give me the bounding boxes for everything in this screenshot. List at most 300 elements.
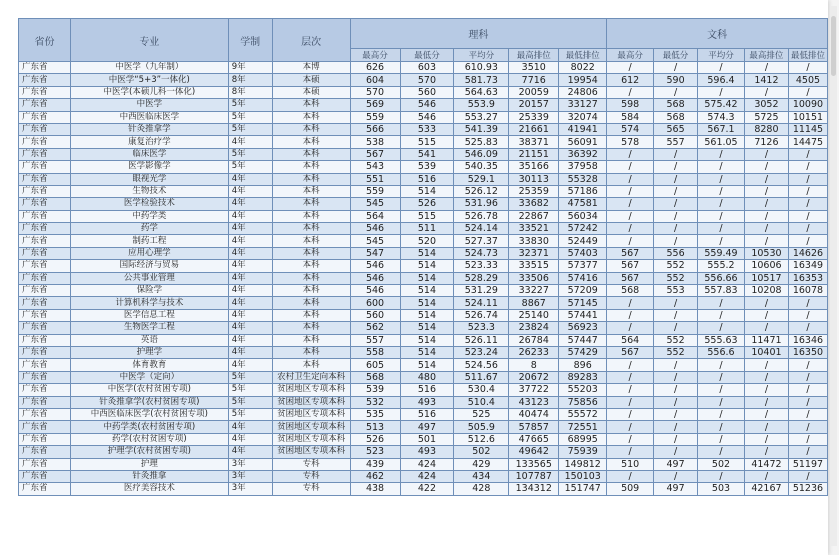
table-cell[interactable]: 605 xyxy=(350,359,400,371)
table-cell[interactable]: 525.83 xyxy=(454,136,509,148)
table-cell[interactable]: 4年 xyxy=(228,334,272,346)
table-cell[interactable]: 中西医临床医学(农村贫困专项) xyxy=(70,408,228,420)
table-cell[interactable]: / xyxy=(744,359,788,371)
table-cell[interactable]: 本硕 xyxy=(272,74,350,86)
table-cell[interactable]: / xyxy=(788,309,827,321)
table-cell[interactable]: 72551 xyxy=(559,421,607,433)
table-cell[interactable]: 514 xyxy=(400,272,454,284)
table-cell[interactable]: 546 xyxy=(350,260,400,272)
table-cell[interactable]: 134312 xyxy=(509,483,559,495)
table-cell[interactable]: 523.33 xyxy=(454,260,509,272)
table-cell[interactable]: 广东省 xyxy=(19,322,71,334)
table-cell[interactable]: / xyxy=(744,470,788,482)
table-cell[interactable]: 557 xyxy=(654,136,698,148)
table-cell[interactable]: / xyxy=(744,408,788,420)
table-cell[interactable]: / xyxy=(788,86,827,98)
table-cell[interactable]: 600 xyxy=(350,297,400,309)
table-cell[interactable]: 计算机科学与技术 xyxy=(70,297,228,309)
table-cell[interactable]: 33506 xyxy=(509,272,559,284)
table-cell[interactable]: / xyxy=(788,396,827,408)
table-cell[interactable]: 4年 xyxy=(228,285,272,297)
table-cell[interactable]: 专科 xyxy=(272,470,350,482)
table-cell[interactable]: / xyxy=(698,446,745,458)
table-cell[interactable]: 514 xyxy=(400,322,454,334)
table-cell[interactable]: 本科 xyxy=(272,185,350,197)
table-cell[interactable]: 20157 xyxy=(509,99,559,111)
table-cell[interactable]: 4年 xyxy=(228,235,272,247)
table-cell[interactable]: 中医学(农村贫困专项) xyxy=(70,384,228,396)
table-cell[interactable]: 546 xyxy=(350,223,400,235)
table-cell[interactable]: 广东省 xyxy=(19,334,71,346)
table-cell[interactable]: 本科 xyxy=(272,210,350,222)
table-cell[interactable]: 37722 xyxy=(509,384,559,396)
table-cell[interactable]: 612 xyxy=(607,74,654,86)
table-cell[interactable]: / xyxy=(698,359,745,371)
table-cell[interactable]: 本科 xyxy=(272,334,350,346)
table-cell[interactable]: / xyxy=(654,408,698,420)
table-cell[interactable]: / xyxy=(788,173,827,185)
table-cell[interactable]: / xyxy=(788,297,827,309)
table-cell[interactable]: 527.37 xyxy=(454,235,509,247)
table-cell[interactable]: / xyxy=(654,396,698,408)
table-cell[interactable]: 本科 xyxy=(272,247,350,259)
table-cell[interactable]: 广东省 xyxy=(19,359,71,371)
table-cell[interactable]: 539 xyxy=(350,384,400,396)
table-cell[interactable]: 广东省 xyxy=(19,309,71,321)
table-cell[interactable]: 贫困地区专项本科 xyxy=(272,446,350,458)
table-cell[interactable]: 广东省 xyxy=(19,123,71,135)
table-cell[interactable]: 16349 xyxy=(788,260,827,272)
table-cell[interactable]: / xyxy=(744,62,788,74)
table-cell[interactable]: 24806 xyxy=(559,86,607,98)
table-cell[interactable]: 贫困地区专项本科 xyxy=(272,433,350,445)
table-cell[interactable]: 524.14 xyxy=(454,223,509,235)
table-cell[interactable]: 497 xyxy=(400,421,454,433)
table-cell[interactable]: 551 xyxy=(350,173,400,185)
table-cell[interactable]: 57447 xyxy=(559,334,607,346)
table-cell[interactable]: 本科 xyxy=(272,223,350,235)
table-cell[interactable]: 503 xyxy=(698,483,745,495)
table-cell[interactable]: 552 xyxy=(654,260,698,272)
table-cell[interactable]: 57186 xyxy=(559,185,607,197)
table-cell[interactable]: 538 xyxy=(350,136,400,148)
table-cell[interactable]: 558 xyxy=(350,346,400,358)
table-cell[interactable]: / xyxy=(744,198,788,210)
table-cell[interactable]: 国际经济与贸易 xyxy=(70,260,228,272)
table-cell[interactable]: 556 xyxy=(654,247,698,259)
table-cell[interactable]: 75856 xyxy=(559,396,607,408)
table-cell[interactable]: 555.2 xyxy=(698,260,745,272)
table-cell[interactable]: 广东省 xyxy=(19,297,71,309)
table-cell[interactable]: 20672 xyxy=(509,371,559,383)
table-cell[interactable]: 539 xyxy=(400,161,454,173)
table-cell[interactable]: 10517 xyxy=(744,272,788,284)
table-cell[interactable]: 626 xyxy=(350,62,400,74)
table-cell[interactable]: 514 xyxy=(400,297,454,309)
table-cell[interactable]: 5年 xyxy=(228,408,272,420)
table-cell[interactable]: 35166 xyxy=(509,161,559,173)
table-cell[interactable]: 543 xyxy=(350,161,400,173)
table-cell[interactable]: 医学信息工程 xyxy=(70,309,228,321)
table-cell[interactable]: 7126 xyxy=(744,136,788,148)
table-cell[interactable]: / xyxy=(744,223,788,235)
table-cell[interactable]: / xyxy=(607,396,654,408)
table-cell[interactable]: 57429 xyxy=(559,346,607,358)
table-cell[interactable]: / xyxy=(607,421,654,433)
table-cell[interactable]: 中西医临床医学 xyxy=(70,111,228,123)
table-cell[interactable]: 567 xyxy=(607,260,654,272)
table-cell[interactable]: 561.05 xyxy=(698,136,745,148)
table-cell[interactable]: 57145 xyxy=(559,297,607,309)
table-cell[interactable]: 8 xyxy=(509,359,559,371)
table-cell[interactable]: 557 xyxy=(350,334,400,346)
table-cell[interactable]: 556.66 xyxy=(698,272,745,284)
table-cell[interactable]: 514 xyxy=(400,247,454,259)
table-cell[interactable]: 本博 xyxy=(272,62,350,74)
table-cell[interactable]: 896 xyxy=(559,359,607,371)
table-cell[interactable]: 429 xyxy=(454,458,509,470)
table-cell[interactable]: / xyxy=(607,384,654,396)
table-cell[interactable]: 广东省 xyxy=(19,346,71,358)
table-cell[interactable]: / xyxy=(788,322,827,334)
table-cell[interactable]: 514 xyxy=(400,346,454,358)
table-cell[interactable]: / xyxy=(654,421,698,433)
table-cell[interactable]: 本科 xyxy=(272,136,350,148)
table-cell[interactable]: 564 xyxy=(350,210,400,222)
table-cell[interactable]: / xyxy=(744,396,788,408)
table-cell[interactable]: 526 xyxy=(400,198,454,210)
table-cell[interactable]: 547 xyxy=(350,247,400,259)
table-cell[interactable]: 574.3 xyxy=(698,111,745,123)
table-cell[interactable]: 523.3 xyxy=(454,322,509,334)
table-cell[interactable]: 专科 xyxy=(272,458,350,470)
table-cell[interactable]: 502 xyxy=(698,458,745,470)
table-cell[interactable]: / xyxy=(698,198,745,210)
table-cell[interactable]: 520 xyxy=(400,235,454,247)
table-cell[interactable]: 526 xyxy=(350,433,400,445)
table-cell[interactable]: 4年 xyxy=(228,272,272,284)
table-cell[interactable]: 552 xyxy=(654,272,698,284)
table-cell[interactable]: 广东省 xyxy=(19,285,71,297)
table-cell[interactable]: 22867 xyxy=(509,210,559,222)
table-cell[interactable]: / xyxy=(607,148,654,160)
table-cell[interactable]: / xyxy=(607,235,654,247)
table-cell[interactable]: / xyxy=(698,148,745,160)
table-cell[interactable]: 511 xyxy=(400,223,454,235)
table-cell[interactable]: 509 xyxy=(607,483,654,495)
table-cell[interactable]: 38371 xyxy=(509,136,559,148)
table-cell[interactable]: / xyxy=(788,384,827,396)
table-cell[interactable]: 4年 xyxy=(228,322,272,334)
table-cell[interactable]: 57441 xyxy=(559,309,607,321)
table-cell[interactable]: 33515 xyxy=(509,260,559,272)
table-cell[interactable]: 广东省 xyxy=(19,198,71,210)
table-cell[interactable]: 中医学（九年制） xyxy=(70,62,228,74)
table-cell[interactable]: / xyxy=(607,185,654,197)
table-cell[interactable]: / xyxy=(698,235,745,247)
table-cell[interactable]: 26233 xyxy=(509,346,559,358)
table-cell[interactable]: 526.12 xyxy=(454,185,509,197)
table-cell[interactable]: / xyxy=(654,185,698,197)
table-cell[interactable]: 本科 xyxy=(272,235,350,247)
table-cell[interactable]: 广东省 xyxy=(19,421,71,433)
table-cell[interactable]: 57377 xyxy=(559,260,607,272)
table-cell[interactable]: 8年 xyxy=(228,86,272,98)
table-cell[interactable]: 10606 xyxy=(744,260,788,272)
table-cell[interactable]: 医学检验技术 xyxy=(70,198,228,210)
table-cell[interactable]: 575.42 xyxy=(698,99,745,111)
table-cell[interactable]: 560 xyxy=(350,309,400,321)
table-cell[interactable]: 英语 xyxy=(70,334,228,346)
table-cell[interactable]: 559.49 xyxy=(698,247,745,259)
table-cell[interactable]: / xyxy=(698,309,745,321)
table-cell[interactable]: 10401 xyxy=(744,346,788,358)
table-cell[interactable]: / xyxy=(698,396,745,408)
table-cell[interactable]: 535 xyxy=(350,408,400,420)
table-cell[interactable]: 广东省 xyxy=(19,433,71,445)
table-cell[interactable]: 604 xyxy=(350,74,400,86)
table-cell[interactable]: 4年 xyxy=(228,421,272,433)
table-cell[interactable]: / xyxy=(607,62,654,74)
table-cell[interactable]: 514 xyxy=(400,185,454,197)
table-cell[interactable]: 546 xyxy=(400,111,454,123)
table-cell[interactable]: 553.9 xyxy=(454,99,509,111)
table-cell[interactable]: 16078 xyxy=(788,285,827,297)
table-cell[interactable]: 540.35 xyxy=(454,161,509,173)
table-cell[interactable]: 581.73 xyxy=(454,74,509,86)
table-cell[interactable]: 10208 xyxy=(744,285,788,297)
table-cell[interactable]: 25359 xyxy=(509,185,559,197)
table-cell[interactable]: 523.24 xyxy=(454,346,509,358)
table-cell[interactable]: 47665 xyxy=(509,433,559,445)
table-cell[interactable]: 501 xyxy=(400,433,454,445)
table-cell[interactable]: 本科 xyxy=(272,272,350,284)
table-cell[interactable]: / xyxy=(744,161,788,173)
table-cell[interactable]: 3年 xyxy=(228,470,272,482)
table-cell[interactable]: / xyxy=(654,309,698,321)
table-cell[interactable]: 4年 xyxy=(228,309,272,321)
table-cell[interactable]: 中医学（定向） xyxy=(70,371,228,383)
table-cell[interactable]: / xyxy=(654,297,698,309)
table-cell[interactable]: 本科 xyxy=(272,161,350,173)
table-cell[interactable]: 57857 xyxy=(509,421,559,433)
table-cell[interactable]: 552 xyxy=(654,346,698,358)
table-cell[interactable]: 562 xyxy=(350,322,400,334)
table-cell[interactable]: 广东省 xyxy=(19,235,71,247)
table-cell[interactable]: 广东省 xyxy=(19,161,71,173)
table-cell[interactable]: 8867 xyxy=(509,297,559,309)
table-cell[interactable]: / xyxy=(698,371,745,383)
table-cell[interactable]: 151747 xyxy=(559,483,607,495)
table-cell[interactable]: / xyxy=(654,148,698,160)
table-cell[interactable]: 专科 xyxy=(272,483,350,495)
table-cell[interactable]: 545 xyxy=(350,198,400,210)
table-cell[interactable]: / xyxy=(788,148,827,160)
table-cell[interactable]: 5年 xyxy=(228,384,272,396)
table-cell[interactable]: 133565 xyxy=(509,458,559,470)
table-cell[interactable]: 559 xyxy=(350,185,400,197)
table-cell[interactable]: 514 xyxy=(400,359,454,371)
table-cell[interactable]: 体育教育 xyxy=(70,359,228,371)
table-cell[interactable]: / xyxy=(607,223,654,235)
table-cell[interactable]: 广东省 xyxy=(19,272,71,284)
table-cell[interactable]: 4年 xyxy=(228,185,272,197)
table-cell[interactable]: 564.63 xyxy=(454,86,509,98)
table-cell[interactable]: 33127 xyxy=(559,99,607,111)
table-cell[interactable]: 公共事业管理 xyxy=(70,272,228,284)
table-cell[interactable]: 23824 xyxy=(509,322,559,334)
table-cell[interactable]: 565 xyxy=(654,123,698,135)
table-cell[interactable]: / xyxy=(654,86,698,98)
table-cell[interactable]: / xyxy=(607,210,654,222)
table-cell[interactable]: 4年 xyxy=(228,136,272,148)
table-cell[interactable]: / xyxy=(744,86,788,98)
table-cell[interactable]: 89283 xyxy=(559,371,607,383)
table-cell[interactable]: 57209 xyxy=(559,285,607,297)
table-cell[interactable]: / xyxy=(654,371,698,383)
table-cell[interactable]: 中医学“5+3”一体化) xyxy=(70,74,228,86)
table-cell[interactable]: / xyxy=(744,173,788,185)
table-cell[interactable]: 本科 xyxy=(272,346,350,358)
table-cell[interactable]: 57403 xyxy=(559,247,607,259)
table-cell[interactable]: 广东省 xyxy=(19,446,71,458)
table-cell[interactable]: 广东省 xyxy=(19,384,71,396)
table-cell[interactable]: 51197 xyxy=(788,458,827,470)
table-cell[interactable]: 5年 xyxy=(228,148,272,160)
table-cell[interactable]: 557.83 xyxy=(698,285,745,297)
table-cell[interactable]: 10151 xyxy=(788,111,827,123)
table-cell[interactable]: 530.4 xyxy=(454,384,509,396)
table-cell[interactable]: 中药学类(农村贫困专项) xyxy=(70,421,228,433)
table-cell[interactable]: / xyxy=(607,408,654,420)
table-cell[interactable]: 本科 xyxy=(272,123,350,135)
table-cell[interactable]: 广东省 xyxy=(19,210,71,222)
table-cell[interactable]: / xyxy=(698,62,745,74)
table-cell[interactable]: / xyxy=(607,86,654,98)
table-cell[interactable]: 护理 xyxy=(70,458,228,470)
table-cell[interactable]: 541 xyxy=(400,148,454,160)
table-cell[interactable]: / xyxy=(607,470,654,482)
table-cell[interactable]: 513 xyxy=(350,421,400,433)
table-cell[interactable]: 21661 xyxy=(509,123,559,135)
table-cell[interactable]: 针灸推拿学(农村贫困专项) xyxy=(70,396,228,408)
table-cell[interactable]: / xyxy=(788,446,827,458)
table-cell[interactable]: 广东省 xyxy=(19,483,71,495)
table-cell[interactable]: 516 xyxy=(400,384,454,396)
table-cell[interactable]: 制药工程 xyxy=(70,235,228,247)
table-cell[interactable]: 本科 xyxy=(272,322,350,334)
table-cell[interactable]: 临床医学 xyxy=(70,148,228,160)
table-cell[interactable]: 567 xyxy=(350,148,400,160)
table-cell[interactable]: 广东省 xyxy=(19,74,71,86)
table-cell[interactable]: 4年 xyxy=(228,247,272,259)
table-cell[interactable]: 7716 xyxy=(509,74,559,86)
table-cell[interactable]: / xyxy=(698,223,745,235)
table-cell[interactable]: 14626 xyxy=(788,247,827,259)
table-cell[interactable]: 523 xyxy=(350,446,400,458)
table-cell[interactable]: 广东省 xyxy=(19,223,71,235)
table-cell[interactable]: / xyxy=(744,148,788,160)
table-cell[interactable]: 68995 xyxy=(559,433,607,445)
table-cell[interactable]: 20059 xyxy=(509,86,559,98)
table-cell[interactable]: / xyxy=(698,86,745,98)
table-cell[interactable]: / xyxy=(698,210,745,222)
table-cell[interactable]: / xyxy=(698,185,745,197)
table-cell[interactable]: 广东省 xyxy=(19,247,71,259)
table-cell[interactable]: 本科 xyxy=(272,260,350,272)
table-cell[interactable]: 567.1 xyxy=(698,123,745,135)
table-cell[interactable]: 中医学 xyxy=(70,99,228,111)
table-cell[interactable]: 药学(农村贫困专项) xyxy=(70,433,228,445)
table-cell[interactable]: 598 xyxy=(607,99,654,111)
table-cell[interactable]: 568 xyxy=(654,111,698,123)
table-cell[interactable]: / xyxy=(744,322,788,334)
table-cell[interactable]: 590 xyxy=(654,74,698,86)
table-cell[interactable]: 57416 xyxy=(559,272,607,284)
table-cell[interactable]: 4年 xyxy=(228,359,272,371)
table-cell[interactable]: / xyxy=(744,421,788,433)
table-cell[interactable]: 本科 xyxy=(272,297,350,309)
table-cell[interactable]: 16346 xyxy=(788,334,827,346)
table-cell[interactable]: / xyxy=(654,210,698,222)
table-cell[interactable]: / xyxy=(788,235,827,247)
table-cell[interactable]: / xyxy=(698,173,745,185)
table-cell[interactable]: 4年 xyxy=(228,260,272,272)
table-cell[interactable]: 493 xyxy=(400,446,454,458)
table-cell[interactable]: 33682 xyxy=(509,198,559,210)
table-cell[interactable]: 438 xyxy=(350,483,400,495)
table-cell[interactable]: 51236 xyxy=(788,483,827,495)
table-cell[interactable]: / xyxy=(744,371,788,383)
table-cell[interactable]: 4年 xyxy=(228,446,272,458)
table-cell[interactable]: 596.4 xyxy=(698,74,745,86)
table-cell[interactable]: 493 xyxy=(400,396,454,408)
table-cell[interactable]: 16350 xyxy=(788,346,827,358)
table-cell[interactable]: / xyxy=(654,384,698,396)
table-cell[interactable]: 532 xyxy=(350,396,400,408)
table-cell[interactable]: 510.4 xyxy=(454,396,509,408)
table-cell[interactable]: 针灸推拿 xyxy=(70,470,228,482)
table-cell[interactable]: 本科 xyxy=(272,173,350,185)
table-cell[interactable]: 546 xyxy=(400,99,454,111)
table-cell[interactable]: 610.93 xyxy=(454,62,509,74)
table-cell[interactable]: 医学影像学 xyxy=(70,161,228,173)
table-cell[interactable]: 564 xyxy=(607,334,654,346)
table-cell[interactable]: / xyxy=(607,161,654,173)
table-cell[interactable]: 424 xyxy=(400,458,454,470)
table-cell[interactable]: 25339 xyxy=(509,111,559,123)
table-cell[interactable]: 广东省 xyxy=(19,99,71,111)
table-cell[interactable]: 贫困地区专项本科 xyxy=(272,384,350,396)
table-cell[interactable]: / xyxy=(607,371,654,383)
table-cell[interactable]: 9年 xyxy=(228,62,272,74)
table-cell[interactable]: 本科 xyxy=(272,99,350,111)
table-cell[interactable]: / xyxy=(654,223,698,235)
table-cell[interactable]: / xyxy=(788,223,827,235)
table-cell[interactable]: 生物技术 xyxy=(70,185,228,197)
table-cell[interactable]: 本硕 xyxy=(272,86,350,98)
table-cell[interactable]: 526.74 xyxy=(454,309,509,321)
table-cell[interactable]: 514 xyxy=(400,309,454,321)
table-cell[interactable]: 525 xyxy=(454,408,509,420)
table-cell[interactable]: 531.96 xyxy=(454,198,509,210)
table-cell[interactable]: / xyxy=(744,235,788,247)
table-cell[interactable]: 584 xyxy=(607,111,654,123)
table-cell[interactable]: 107787 xyxy=(509,470,559,482)
table-cell[interactable]: 5年 xyxy=(228,99,272,111)
table-cell[interactable]: 5年 xyxy=(228,111,272,123)
table-cell[interactable]: 本科 xyxy=(272,359,350,371)
